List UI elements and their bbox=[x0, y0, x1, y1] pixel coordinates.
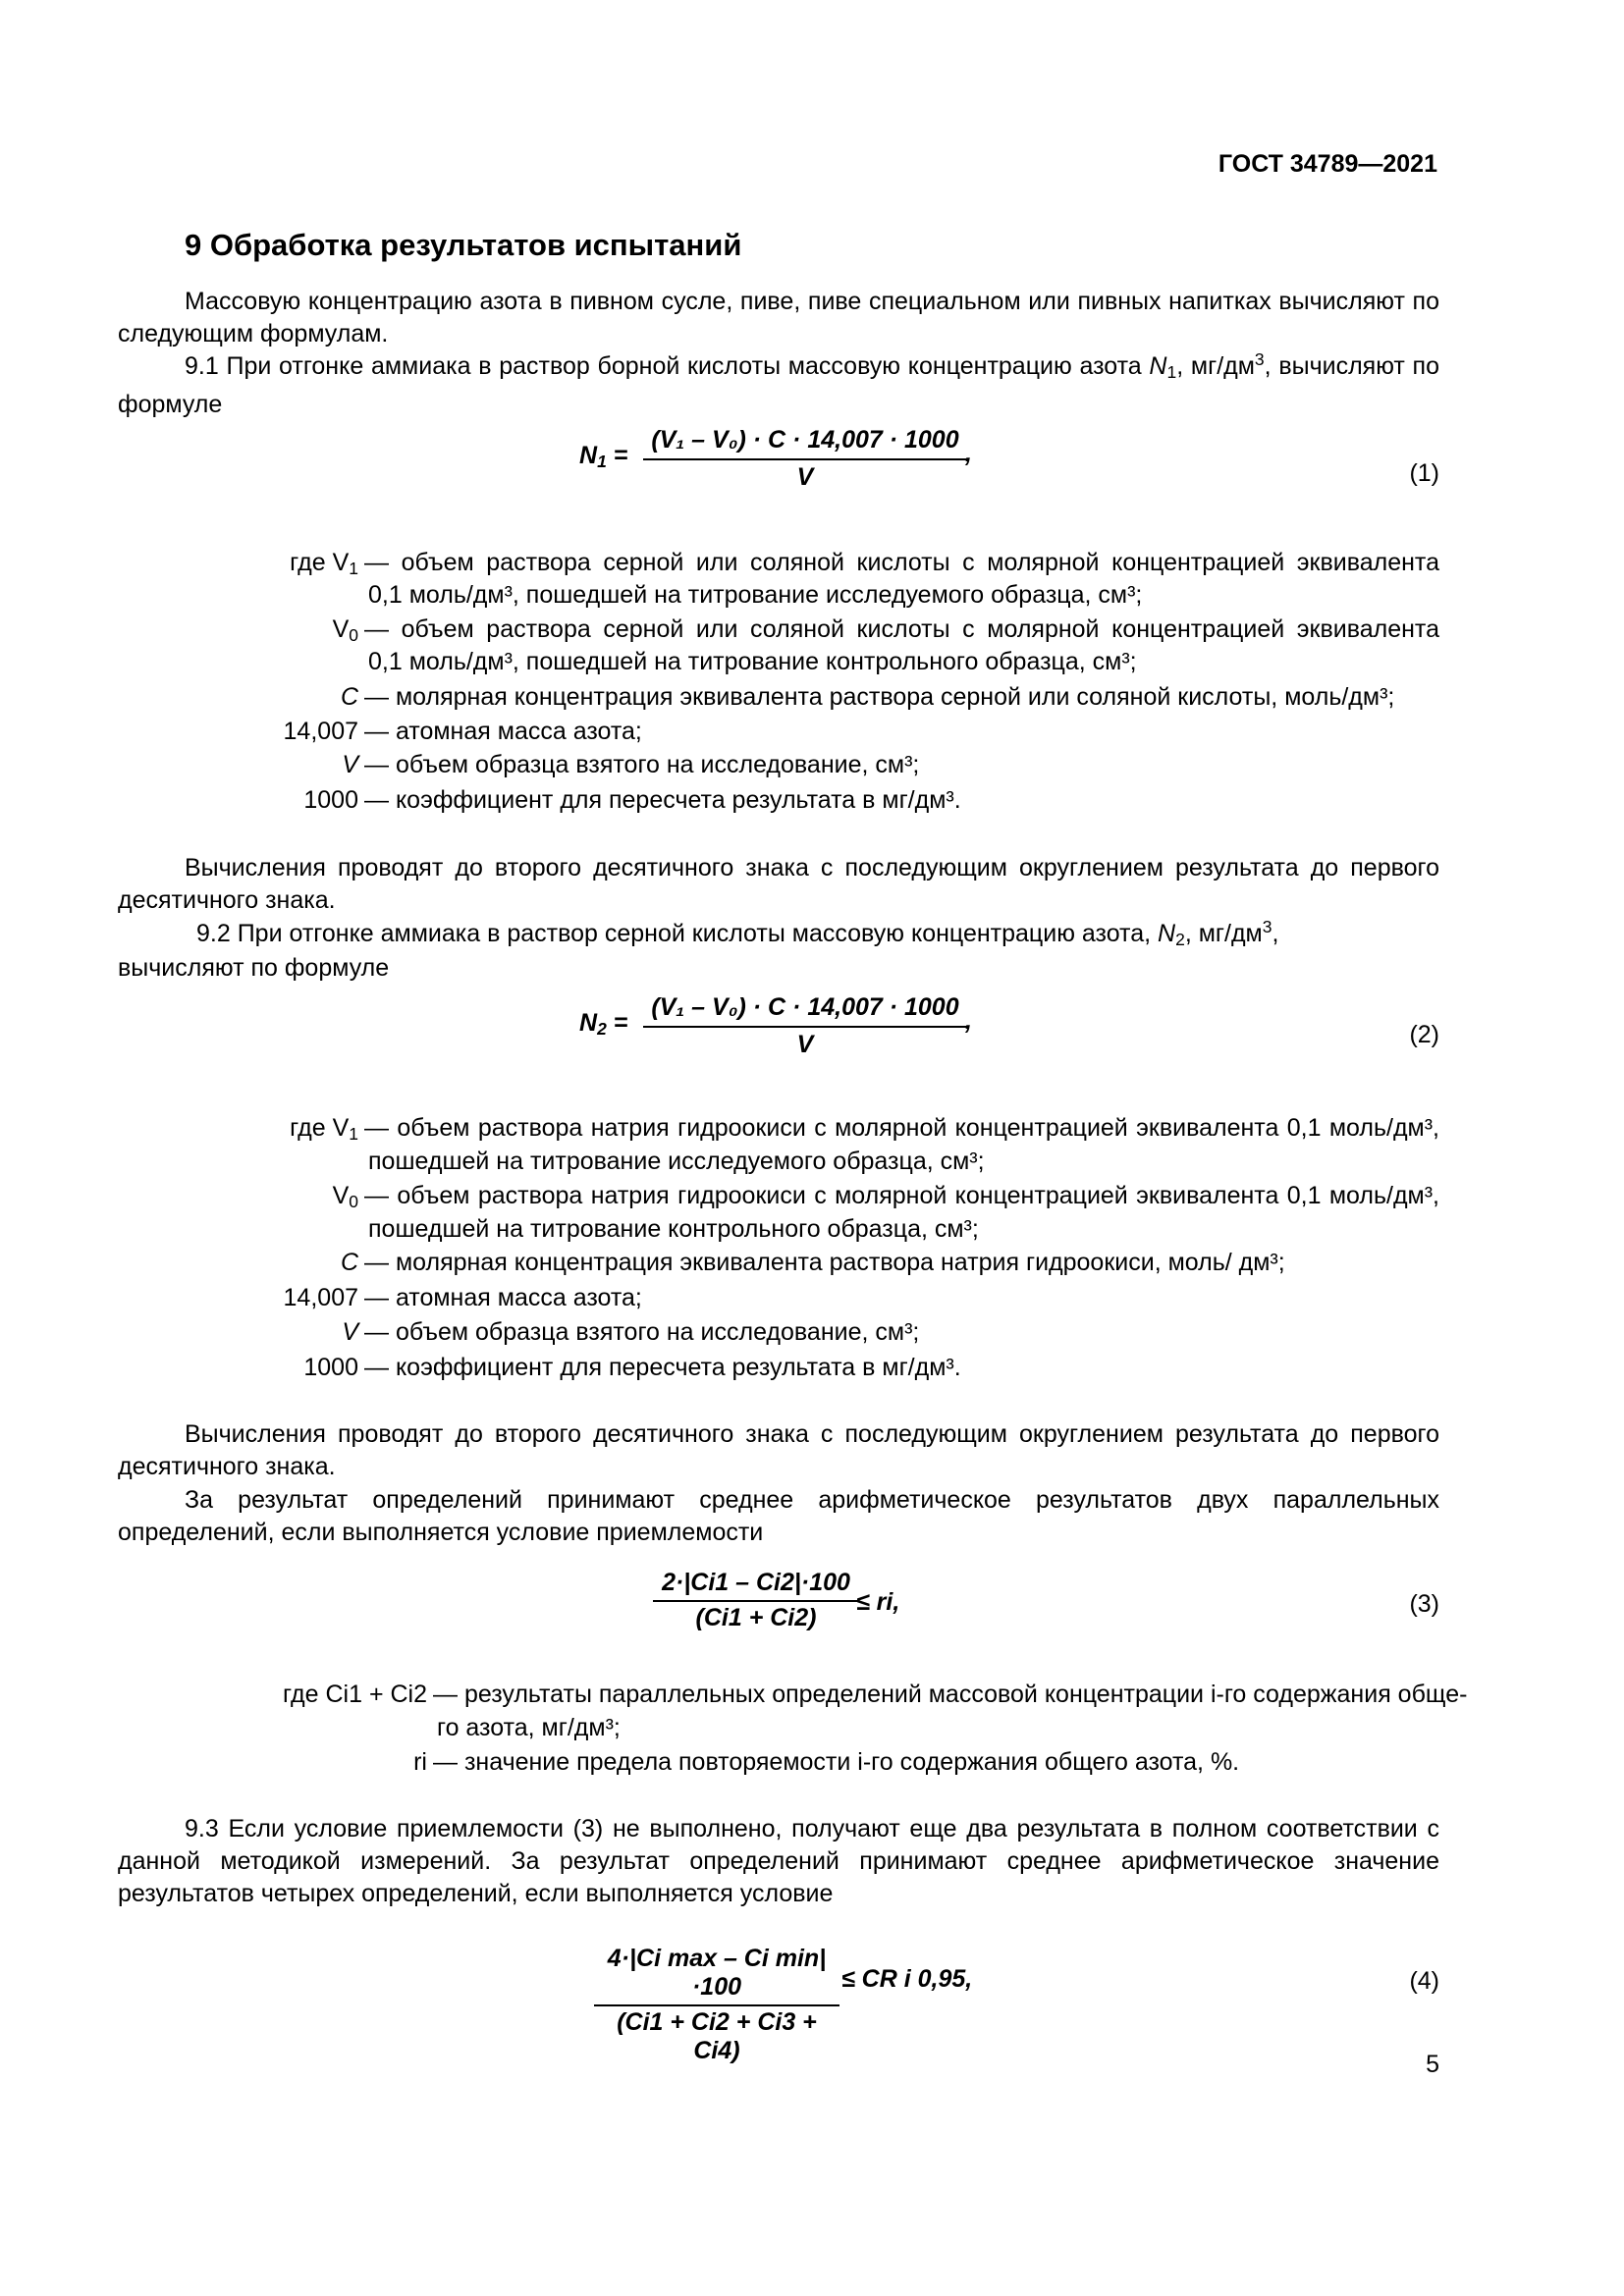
definition-item: где $V_1$ — объем раствора натрия гидроокиси с молярной концентрацией эквивалента 0,1 моль/дм³, bbox=[290, 1114, 1439, 1144]
equation-4-number: (4) bbox=[1409, 1967, 1439, 1995]
equation-1-comma: , bbox=[965, 440, 972, 467]
equation-3-numerator: 2·|Ci1 – Ci2|·100 bbox=[662, 1569, 850, 1596]
equation-4-numerator: 4·|Ci max – Ci min|·100 bbox=[607, 1945, 827, 2001]
intro-paragraph: Массовую концентрацию азота в пивном сусле, пиве, пиве специальном или пивных напитках вычисляют по следующим формулам. bbox=[118, 288, 1439, 347]
equation-2-lhs: $N_2$ = bbox=[579, 1009, 628, 1039]
equation-2-numerator: (V₁ – V₀) · C · 14,007 · 1000 bbox=[651, 993, 959, 1021]
equation-2-comma: , bbox=[965, 1007, 972, 1035]
definition-item: 1000 — коэффициент для пересчета результата в мг/дм³. bbox=[303, 786, 961, 814]
definition-item: ri — значение предела повторяемости i-го содержания общего азота, %. bbox=[413, 1748, 1240, 1776]
equation-4-denominator: (Ci1 + Ci2 + Ci3 + Ci4) bbox=[617, 2008, 817, 2064]
definition-item: где $V_1$ — объем раствора серной или соляной кислоты с молярной концентрацией эквивалента bbox=[290, 549, 1439, 578]
definition-continuation: 0,1 моль/дм³, пошедшей на титрование контрольного образца, см³; bbox=[368, 648, 1137, 675]
definition-item: $V_0$ — объем раствора серной или соляной кислоты с молярной концентрацией эквивалента bbox=[332, 615, 1439, 645]
definition-item: где Ci1 + Ci2 — результаты параллельных определений массовой концентрации i-го содержания обще- bbox=[283, 1681, 1468, 1708]
equation-3-denominator: (Ci1 + Ci2) bbox=[695, 1604, 817, 1631]
rounding-paragraph-1: Вычисления проводят до второго десятичного знака с последующим округлением результата до первого десятичного знака. bbox=[118, 854, 1439, 914]
definition-continuation: пошедшей на титрование контрольного образца, см³; bbox=[368, 1215, 979, 1243]
equation-1-numerator: (V₁ – V₀) · C · 14,007 · 1000 bbox=[651, 426, 959, 454]
definition-item: 14,007 — атомная масса азота; bbox=[283, 1284, 642, 1311]
equation-3-fraction bbox=[653, 1569, 859, 1632]
equation-2-denominator: V bbox=[796, 1031, 814, 1058]
definition-item: 14,007 — атомная масса азота; bbox=[283, 718, 642, 745]
equation-3-rhs: ≤ ri, bbox=[856, 1588, 900, 1616]
paragraph-9-2-line2: вычисляют по формуле bbox=[118, 954, 390, 982]
definition-continuation: пошедшей на титрование исследуемого образца, см³; bbox=[368, 1148, 985, 1175]
acceptance-paragraph: За результат определений принимают среднее арифметическое результатов двух параллельных определений, если выполняется условие приемлемости bbox=[118, 1486, 1439, 1546]
definition-item: $V_0$ — объем раствора натрия гидроокиси с молярной концентрацией эквивалента 0,1 моль/дм³, bbox=[332, 1182, 1439, 1211]
equation-3-number: (3) bbox=[1409, 1590, 1439, 1618]
equation-1-fraction bbox=[643, 426, 967, 492]
paragraph-9-1: 9.1 При отгонке аммиака в раствор борной кислоты массовую концентрацию азота $N_1$, $мг/дм^3$, вычисляют по формуле bbox=[118, 349, 1440, 418]
definition-continuation: го азота, мг/дм³; bbox=[437, 1714, 621, 1741]
definition-item: V — объем образца взятого на исследование, см³; bbox=[342, 1318, 920, 1346]
definition-item: 1000 — коэффициент для пересчета результата в мг/дм³. bbox=[303, 1354, 961, 1381]
equation-2-fraction bbox=[643, 993, 967, 1059]
equation-1-lhs: $N_1$ = bbox=[579, 442, 628, 471]
equation-4-fraction bbox=[594, 1945, 839, 2065]
equation-4-rhs: ≤ CR i 0,95, bbox=[841, 1965, 973, 1993]
paragraph-9-3: 9.3 Если условие приемлемости (3) не выполнено, получают еще два результата в полном соответствии с данной методикой измерений. За результат определений принимают среднее арифметическое значение результатов четырех определений, если выполняется условие bbox=[118, 1815, 1439, 1907]
equation-1-number: (1) bbox=[1409, 459, 1439, 487]
definition-item: V — объем образца взятого на исследование, см³; bbox=[342, 751, 920, 778]
document-code: ГОСТ 34789—2021 bbox=[1218, 150, 1437, 178]
equation-2-number: (2) bbox=[1409, 1021, 1439, 1048]
equation-1-denominator: V bbox=[796, 463, 814, 491]
page-number: 5 bbox=[1426, 2051, 1439, 2078]
rounding-paragraph-2: Вычисления проводят до второго десятичного знака с последующим округлением результата до первого десятичного знака. bbox=[118, 1420, 1439, 1480]
paragraph-9-2: 9.2 При отгонке аммиака в раствор серной кислоты массовую концентрацию азота, $N_2$, $мг/дм^3$, bbox=[196, 917, 1279, 949]
definition-item: C — молярная концентрация эквивалента раствора серной или соляной кислоты, моль/дм³; bbox=[340, 683, 1395, 711]
section-title: 9 Обработка результатов испытаний bbox=[185, 228, 742, 262]
definition-item: C — молярная концентрация эквивалента раствора натрия гидроокиси, моль/ дм³; bbox=[340, 1249, 1285, 1276]
definition-continuation: 0,1 моль/дм³, пошедшей на титрование исследуемого образца, см³; bbox=[368, 581, 1143, 609]
